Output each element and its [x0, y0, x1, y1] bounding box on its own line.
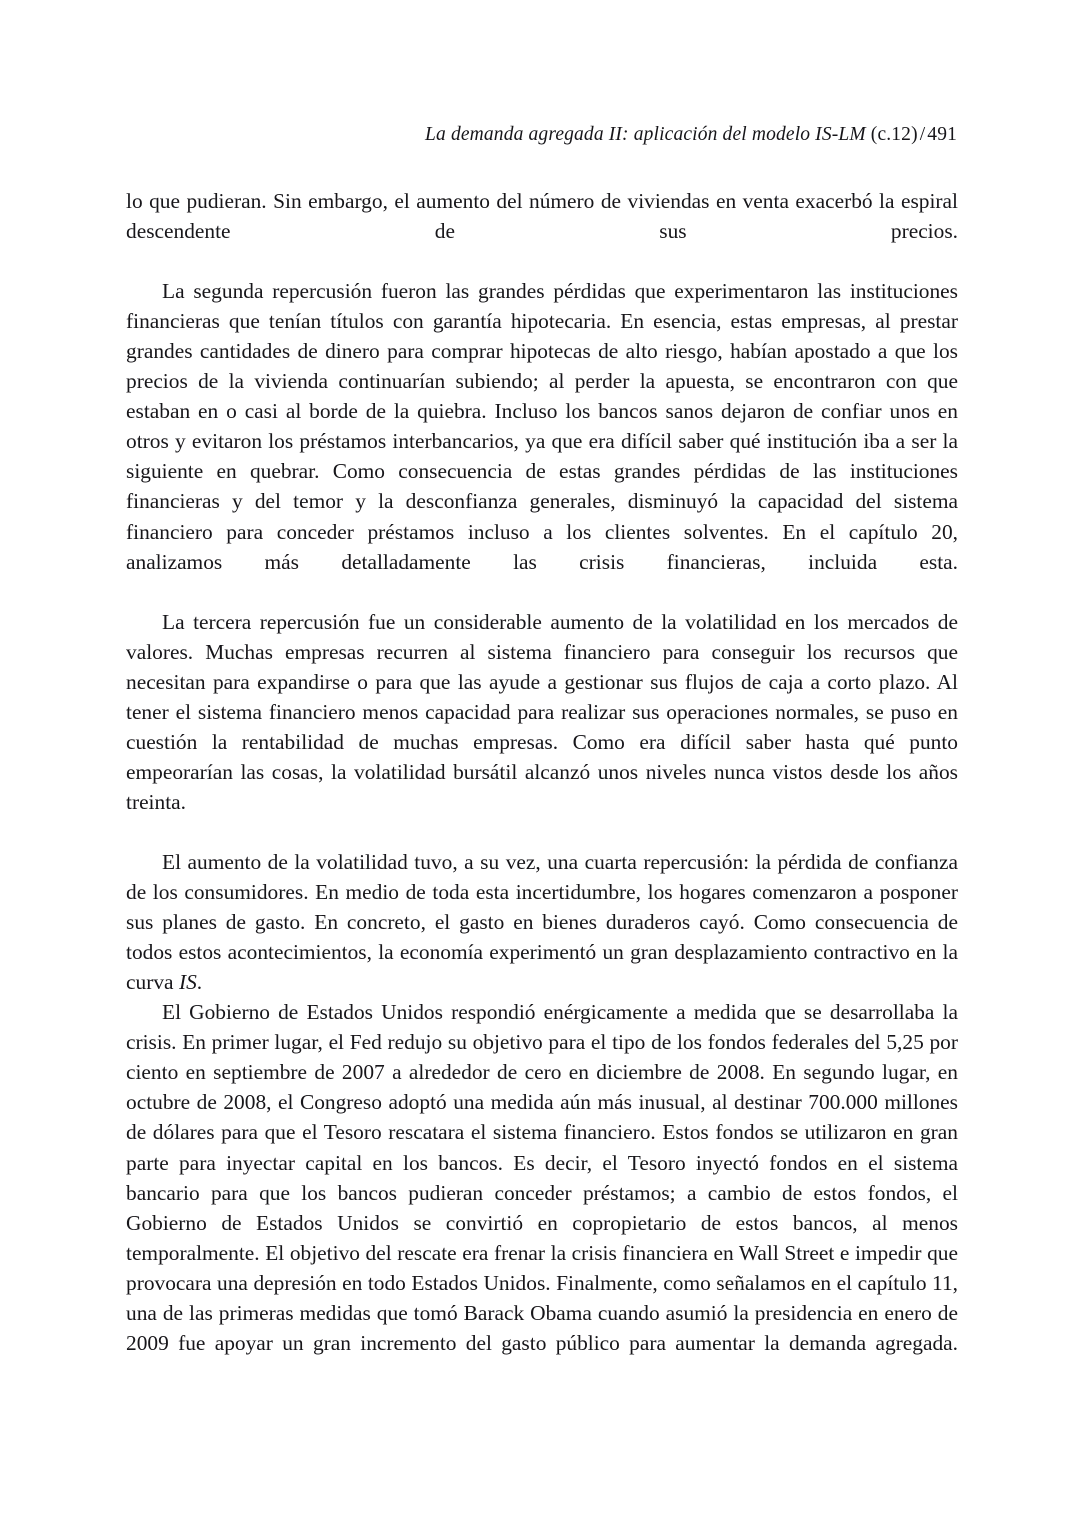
is-curve-term: IS: [178, 970, 197, 995]
paragraph-4: [126, 847, 958, 997]
paragraph-2: La segunda repercusión fueron las grandes pérdidas que experimentaron las instituciones financieras que tenían títulos con garantía hipotecaria. En esencia, estas empresas, al prestar grandes cantidades de dinero para comprar hipotecas de alto riesgo, habían apostado a que los precios de la vivienda continuarían subiendo; al perder la apuesta, se encontraron con que estaban en o casi al borde de la quiebra. Incluso los bancos sanos dejaron de confiar unos en otros y evitaron los préstamos interbancarios, ya que era difícil saber qué institución iba a ser la siguiente en quebrar. Como consecuencia de estas grandes pérdidas de las instituciones financieras y del temor y la desconfianza generales, disminuyó la capacidad del sistema financiero para conceder préstamos incluso a los clientes solventes. En el capítulo 20, analizamos más detalladamente las crisis financieras, incluida esta.: [126, 279, 958, 574]
paragraph-3: La tercera repercusión fue un considerable aumento de la volatilidad en los mercados de valores. Muchas empresas recurren al sistema financiero para conseguir los recursos que necesitan para expandirse o para que las ayude a gestionar sus flujos de caja a corto plazo. Al tener el sistema financiero menos capacidad para realizar sus operaciones normales, se puso en cuestión la rentabilidad de muchas empresas. Como era difícil saber hasta qué punto empeorarían las cosas, la volatilidad bursátil alcanzó unos niveles nunca vistos desde los años treinta.: [126, 609, 958, 814]
running-head-title: La demanda agregada II: aplicación del modelo IS-LM: [425, 124, 866, 145]
paragraph-1: lo que pudieran. Sin embargo, el aumento del número de viviendas en venta exacerbó la espiral descendente de sus precios.: [126, 189, 958, 244]
paragraph-4-text-after: .: [196, 970, 203, 995]
running-head: [126, 118, 957, 152]
running-head-chapter: (c.12): [870, 124, 918, 145]
running-head-separator: /: [919, 124, 926, 145]
running-head-page-number: 491: [927, 124, 957, 145]
paragraph-4-text-before: El aumento de la volatilidad tuvo, a su vez, una cuarta repercusión: la pérdida de confianza de los consumidores. En medio de toda esta incertidumbre, los hogares comenzaron a posponer sus planes de gasto. En concreto, el gasto en bienes duraderos cayó. Como consecuencia de todos estos acontecimientos, la economía experimentó un gran desplazamiento contractivo en la curva: [126, 850, 958, 995]
body-text-block: [126, 186, 958, 1388]
paragraph-5: El Gobierno de Estados Unidos respondió enérgicamente a medida que se desarrollaba la crisis. En primer lugar, el Fed redujo su objetivo para el tipo de los fondos federales del 5,25 por ciento en septiembre de 2007 a alrededor de cero en diciembre de 2008. En segundo lugar, en octubre de 2008, el Congreso adoptó una medida aún más inusual, al destinar 700.000 millones de dólares para que el Tesoro rescatara el sistema financiero. Estos fondos se utilizaron en gran parte para inyectar capital en los bancos. Es decir, el Tesoro inyectó fondos en el sistema bancario para que los bancos pudieran conceder préstamos; a cambio de estos fondos, el Gobierno de Estados Unidos se convirtió en copropietario de estos bancos, al menos temporalmente. El objetivo del rescate era frenar la crisis financiera en Wall Street e impedir que provocara una depresión en todo Estados Unidos. Finalmente, como señalamos en el capítulo 11, una de las primeras medidas que tomó Barack Obama cuando asumió la presidencia en enero de 2009 fue apoyar un gran incremento del gasto público para aumentar la demanda agregada.: [126, 1000, 958, 1355]
